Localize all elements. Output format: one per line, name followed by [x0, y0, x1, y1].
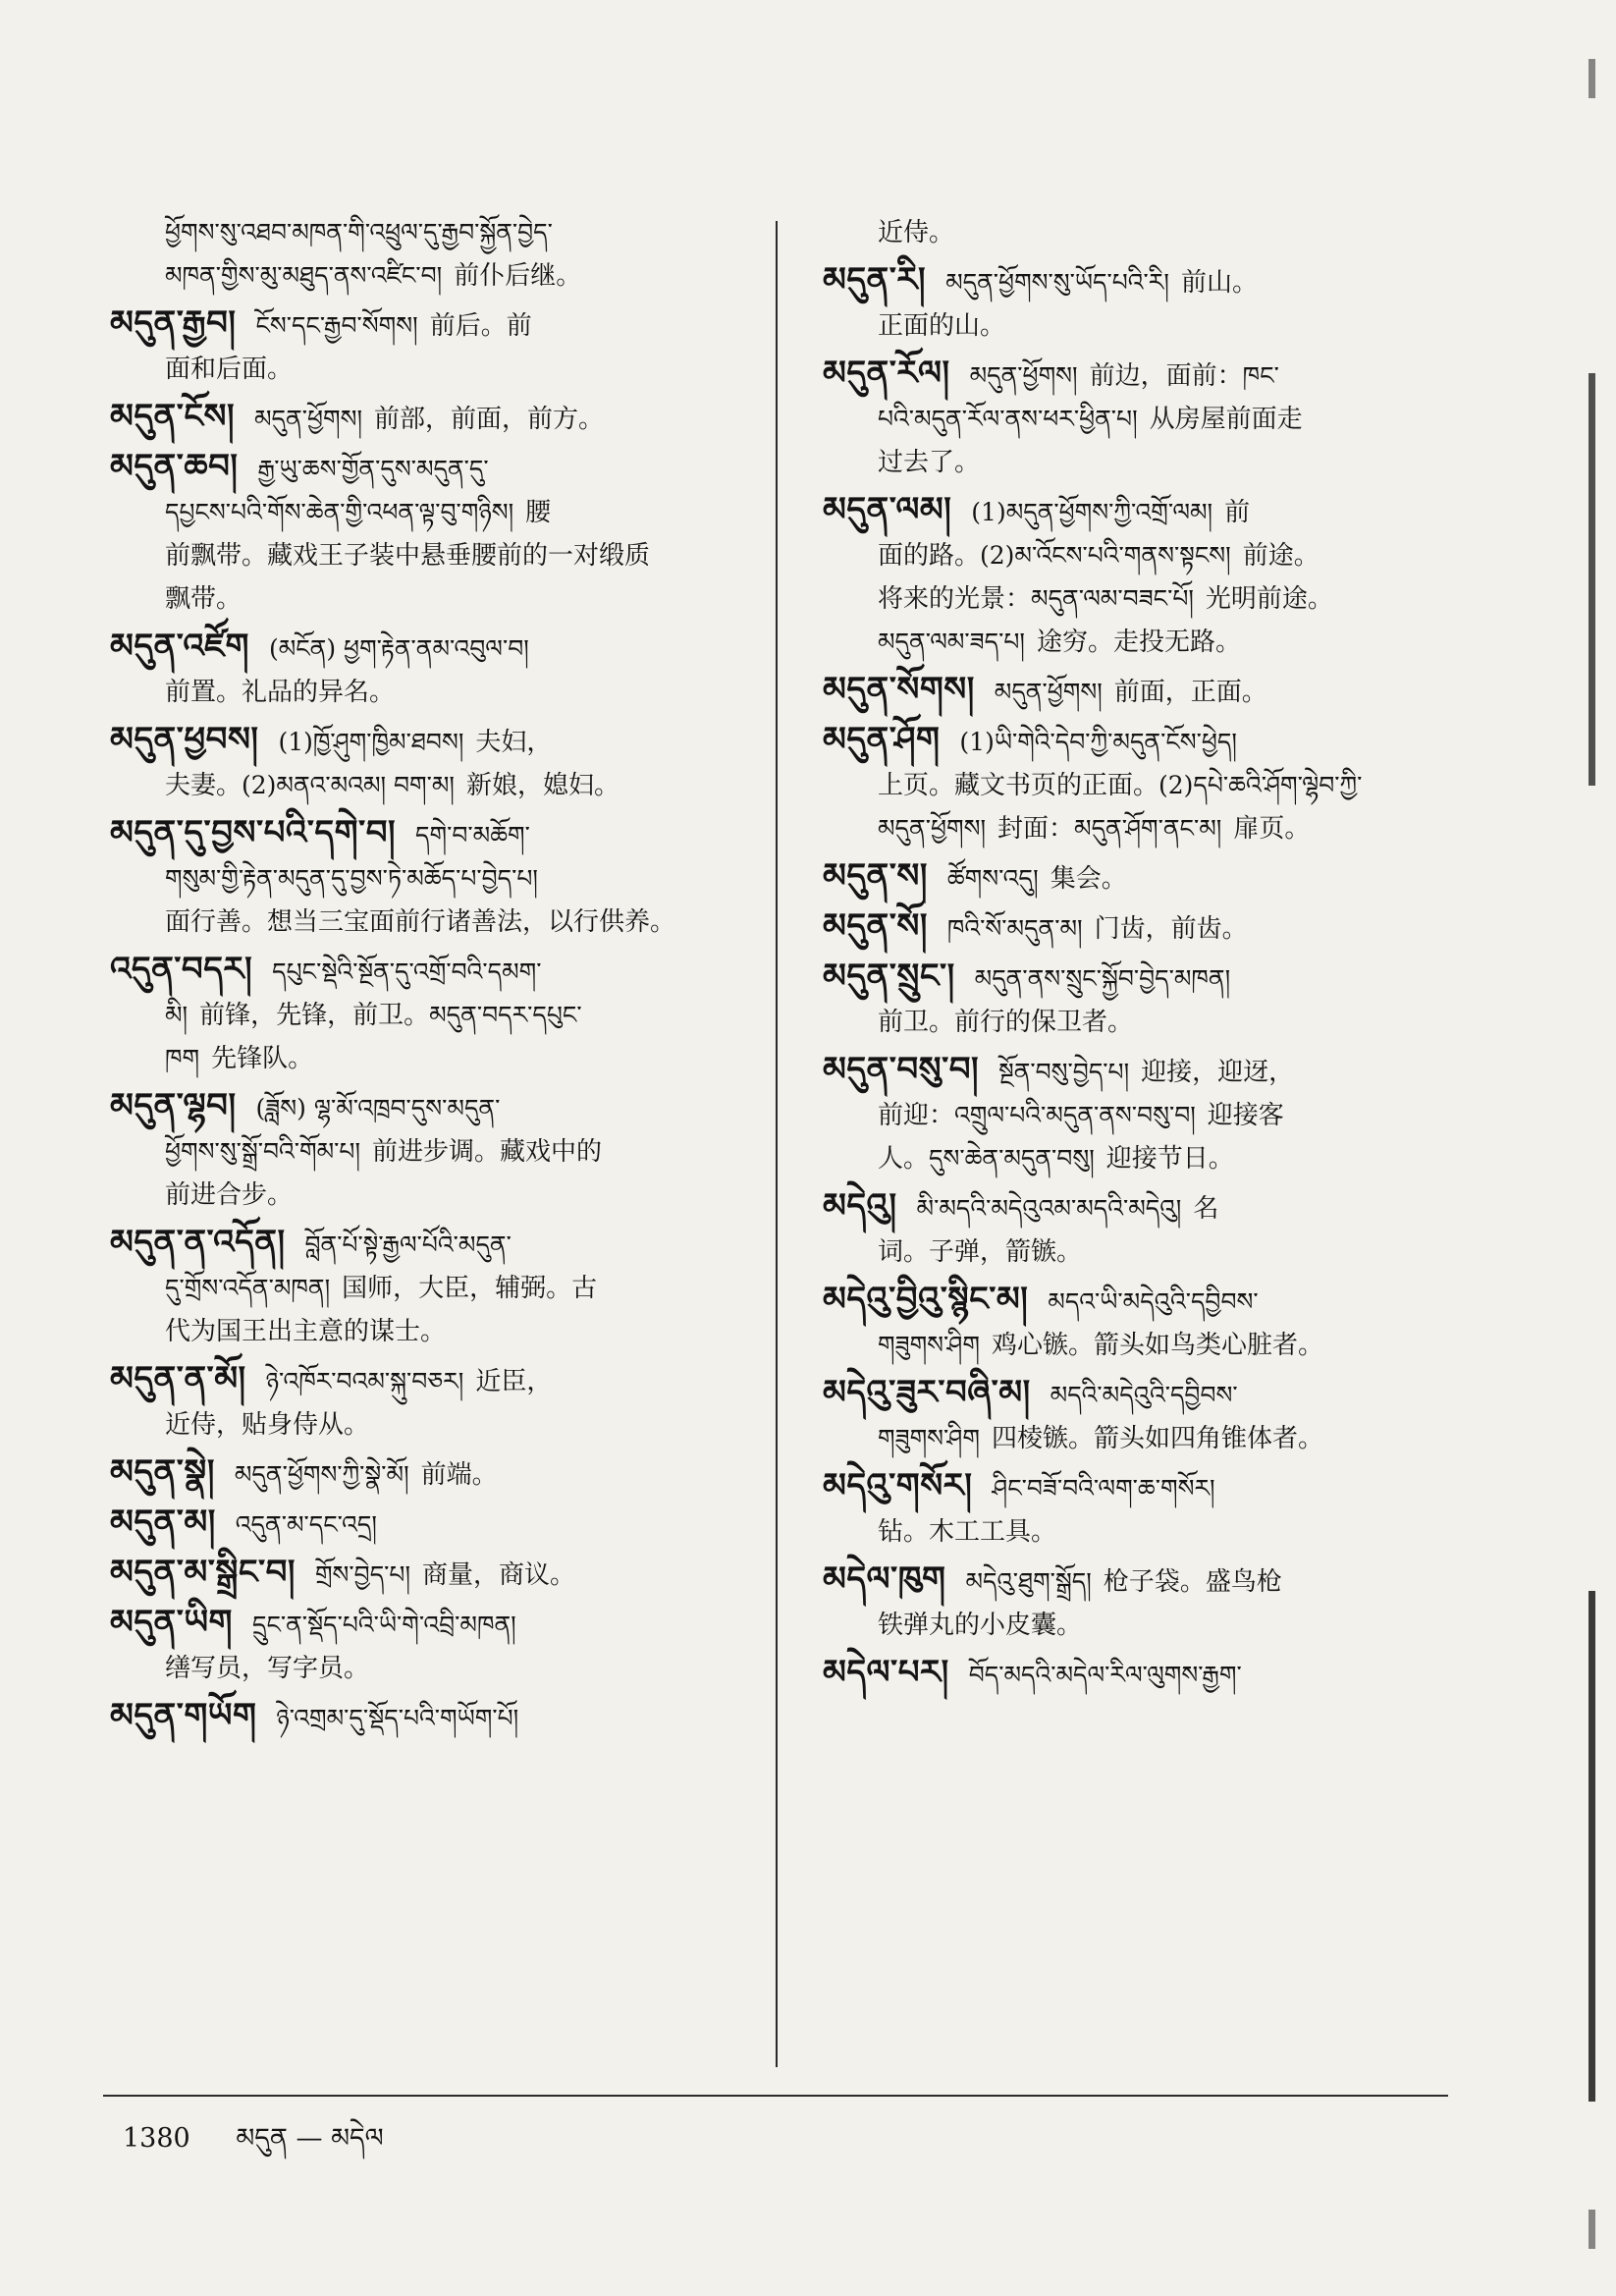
entry-line	[823, 1558, 1461, 1604]
dictionary-entry	[110, 1084, 787, 1217]
chinese-gloss: 前面，正面。	[1113, 678, 1267, 707]
tibetan-definition: མདུན་ཤོག་ནང་མ།	[1074, 814, 1222, 843]
dictionary-entry	[110, 1501, 787, 1547]
entry-line	[110, 1450, 787, 1497]
chinese-gloss: 途穷。走投无路。	[1036, 628, 1241, 657]
entry-line	[110, 301, 787, 348]
chinese-gloss: 将来的光景：	[878, 584, 1032, 614]
chinese-gloss: 人。	[878, 1144, 930, 1174]
entry-line	[823, 764, 1461, 807]
tibetan-definition: མདུན་ཕྱོགས།	[969, 361, 1078, 390]
tibetan-definition: (1)ཁྱོ་ཤུག་ཁྱིམ་ཐབས།	[278, 728, 464, 756]
chinese-gloss: 钻。木工工具。	[878, 1517, 1057, 1547]
tibetan-definition: མདུན་ལམ་ཟད་པ།	[878, 628, 1025, 656]
dictionary-entry	[823, 1184, 1461, 1274]
chinese-gloss: 前飘带。藏戏王子装中悬垂腰前的一对缎质	[165, 541, 651, 571]
chinese-gloss: 前置。礼品的异名。	[165, 678, 396, 707]
chinese-gloss: 前途。	[1242, 541, 1320, 571]
chinese-gloss: 词。子弹，箭镞。	[878, 1237, 1083, 1267]
tibetan-definition: གྲོས་བྱེད་པ།	[314, 1560, 410, 1589]
headword: མདུན་ངོས།	[110, 397, 235, 436]
entry-line	[823, 1230, 1461, 1274]
page-range: མདུན — མདེལ	[236, 2123, 384, 2154]
entry-line	[823, 904, 1461, 951]
chinese-gloss: 迎接，迎迓，	[1141, 1058, 1295, 1087]
edge-mark	[1589, 1591, 1595, 2102]
entry-line	[823, 1464, 1461, 1510]
tibetan-definition: ཤིང་བཟོ་བའི་ལག་ཆ་གསོར།	[992, 1474, 1215, 1503]
right-column	[823, 211, 1461, 1701]
entry-line	[110, 625, 787, 671]
dictionary-entry	[823, 211, 1461, 254]
chinese-gloss: 鸡心镞。箭头如鸟类心脏者。	[991, 1331, 1323, 1360]
entry-line	[110, 491, 787, 534]
entry-line	[110, 718, 787, 764]
headword: མདུན་དུ་བྱས་པའི་དགེ་བ།	[110, 813, 397, 852]
chinese-gloss: 前锋，先锋，前卫。	[199, 1001, 430, 1030]
chinese-gloss: 前边，面前：	[1089, 361, 1243, 391]
tibetan-definition: གསུམ་གྱི་རྟེན་མདུན་དུ་བྱས་ཏེ་མཆོད་པ་བྱེད་པ།	[165, 864, 538, 893]
tibetan-definition: ངོས་དང་རྒྱབ་སོགས།	[255, 311, 418, 340]
chinese-gloss: 腰	[525, 498, 552, 527]
tibetan-definition: གཟུགས་ཤིག	[878, 1331, 980, 1359]
headword: མདུན་ལྷབ།	[110, 1086, 237, 1125]
chinese-gloss: 前	[1224, 498, 1251, 527]
chinese-gloss: 正面的山。	[878, 311, 1006, 341]
chinese-gloss: 名	[1193, 1194, 1219, 1224]
chinese-gloss: 过去了。	[878, 448, 981, 477]
entry-line	[823, 621, 1461, 664]
entry-line	[110, 1501, 787, 1547]
tibetan-definition: མདུན་ཕྱོགས་ཀྱི་སྣེ་མོ།	[234, 1460, 409, 1489]
tibetan-definition: པའི་མདུན་རོལ་ནས་ཕར་ཕྱིན་པ།	[878, 405, 1138, 433]
entry-line	[110, 445, 787, 491]
tibetan-definition: ཁང་	[1242, 361, 1279, 390]
entry-line	[823, 1184, 1461, 1230]
entry-line	[110, 1037, 787, 1080]
dictionary-entry	[823, 718, 1461, 850]
dictionary-entry	[823, 488, 1461, 664]
chinese-gloss: 商量，商议。	[422, 1560, 576, 1590]
entry-line	[110, 395, 787, 441]
chinese-gloss: 集会。	[1050, 864, 1127, 894]
entry-line	[823, 1417, 1461, 1460]
entry-line	[110, 1357, 787, 1403]
binding-edge	[1589, 0, 1596, 2296]
tibetan-definition: (1)ཡི་གེའི་དེབ་ཀྱི་མདུན་ངོས་ཕྱེད།	[959, 728, 1237, 756]
chinese-gloss: 光明前途。	[1205, 584, 1333, 614]
entry-line	[110, 994, 787, 1037]
entry-line	[110, 948, 787, 994]
entry-line	[823, 534, 1461, 577]
dictionary-entry	[110, 948, 787, 1080]
dictionary-entry	[823, 1278, 1461, 1367]
tibetan-definition: ཉེ་འཁོར་བའམ་སྐུ་བཅར།	[265, 1367, 464, 1395]
tibetan-definition: དཔུང་སྡེའི་སྔོན་དུ་འགྲོ་བའི་དམག་	[272, 957, 542, 986]
footer-rule	[103, 2095, 1448, 2097]
entry-line	[110, 671, 787, 714]
entry-line	[823, 1137, 1461, 1180]
dictionary-entry	[110, 445, 787, 621]
chinese-gloss: 从房屋前面走	[1149, 405, 1303, 434]
chinese-gloss: 铁弹丸的小皮囊。	[878, 1611, 1083, 1640]
dictionary-entry	[823, 1371, 1461, 1460]
entry-line	[823, 718, 1461, 764]
left-column	[110, 211, 787, 1744]
entry-line	[110, 1601, 787, 1647]
entry-line	[823, 807, 1461, 850]
tibetan-definition: མདའི་མདེའུའི་དབྱིབས་	[1050, 1381, 1238, 1409]
entry-line	[110, 1403, 787, 1447]
dictionary-entry	[823, 258, 1461, 348]
tibetan-definition: མདུན་ཕྱོགས།	[254, 405, 363, 433]
entry-line	[823, 1371, 1461, 1417]
headword: མདུན་རོལ།	[823, 354, 950, 393]
entry-line	[823, 577, 1461, 621]
tibetan-definition: མདུན་ཕྱོགས།	[878, 814, 987, 843]
headword: མདུན་སོ།	[823, 906, 928, 946]
entry-line	[110, 1221, 787, 1267]
headword: མདེལ་པར།	[823, 1653, 949, 1692]
headword: མདུན་ཤོག	[823, 720, 941, 759]
entry-line	[823, 1001, 1461, 1044]
chinese-gloss: 封面：	[997, 814, 1075, 844]
dictionary-entry	[823, 904, 1461, 951]
chinese-gloss: 前仆后继。	[454, 261, 582, 291]
headword: མདུན་མ།	[110, 1503, 216, 1542]
chinese-gloss: 面行善。想当三宝面前行诸善法，以行供养。	[165, 907, 676, 937]
chinese-gloss: 夫妻。	[165, 771, 242, 800]
headword: མདུན་འཛོག	[110, 627, 249, 666]
tibetan-definition: མདུན་ནས་སྲུང་སྐྱོབ་བྱེད་མཁན།	[974, 964, 1231, 993]
dictionary-entry	[110, 625, 787, 714]
headword: མདུན་བསུ་བ།	[823, 1050, 980, 1089]
tibetan-definition: འདུན་མ་དང་འདྲ།	[235, 1510, 377, 1539]
tibetan-definition: (2)དཔེ་ཆའི་ཤོག་ལྷེབ་ཀྱི་	[1158, 771, 1363, 799]
headword: མདེལ་ཁུག	[823, 1559, 946, 1599]
tibetan-definition: སྔོན་བསུ་བྱེད་པ།	[998, 1058, 1130, 1086]
tibetan-definition: ཉེ་འགྲམ་དུ་སྡོད་པའི་གཡོག་པོ།	[276, 1704, 519, 1732]
chinese-gloss: 上页。藏文书页的正面。	[878, 771, 1159, 800]
entry-line	[823, 1324, 1461, 1367]
entry-line	[110, 577, 787, 621]
entry-line	[110, 211, 787, 254]
tibetan-definition: འགྲུལ་པའི་མདུན་ནས་བསུ་བ།	[954, 1101, 1196, 1129]
entry-line	[823, 854, 1461, 901]
tibetan-definition: བློན་པོ་སྟེ་རྒྱལ་པོའི་མདུན་	[304, 1230, 512, 1259]
tibetan-definition: མདེའུ་ཐུག་སྒྲོད།	[965, 1567, 1092, 1596]
headword: མདུན་ས།	[823, 856, 928, 896]
dictionary-entry	[110, 1694, 787, 1740]
chinese-gloss: 迎接节日。	[1105, 1144, 1234, 1174]
tibetan-definition: ཚོགས་འདུ།	[946, 864, 1039, 893]
edge-mark	[1589, 2210, 1595, 2249]
entry-line	[110, 1130, 787, 1174]
tibetan-definition: (2)མ་འོངས་པའི་གནས་སྟངས།	[980, 541, 1231, 570]
entry-line	[823, 398, 1461, 441]
chinese-gloss: 飘带。	[165, 584, 242, 614]
dictionary-entry	[110, 211, 787, 298]
tibetan-definition: མདའ་ཡི་མདེའུའི་དབྱིབས་	[1048, 1287, 1259, 1316]
tibetan-definition: དྲུང་ན་སྡོད་པའི་ཡི་གེ་འབྲི་མཁན།	[251, 1611, 516, 1639]
chinese-gloss: 先锋队。	[211, 1044, 314, 1073]
chinese-gloss: 代为国王出主意的谋士。	[165, 1317, 447, 1346]
tibetan-definition: རྒྱ་ཡུ་ཆས་གྱོན་དུས་མདུན་དུ་	[257, 455, 489, 483]
tibetan-definition: (མངོན) ཕྱག་རྟེན་ནམ་འབུལ་བ།	[268, 634, 529, 663]
chinese-gloss: 近臣，	[475, 1367, 553, 1396]
entry-line	[823, 352, 1461, 398]
headword: མདུན་ན་འདོན།	[110, 1223, 286, 1262]
headword: མདུན་སོགས།	[823, 670, 975, 709]
tibetan-definition: མི་མདའི་མདེའུའམ་མདའི་མདེའུ།	[916, 1194, 1182, 1223]
chinese-gloss: 前部，前面，前方。	[374, 405, 605, 434]
chinese-gloss: 国师，大臣，辅弼。古	[342, 1274, 598, 1303]
entry-line	[110, 1551, 787, 1597]
dictionary-entry	[110, 718, 787, 807]
tibetan-definition: མི།	[165, 1001, 189, 1029]
page-number: 1380	[123, 2123, 190, 2154]
headword: མདུན་ན་མོ།	[110, 1359, 246, 1398]
entry-line	[823, 1604, 1461, 1647]
headword: མདུན་ལམ།	[823, 490, 952, 529]
tibetan-definition: ཁའི་སོ་མདུན་མ།	[946, 914, 1083, 943]
entry-line	[110, 348, 787, 391]
chinese-gloss: 新娘，媳妇。	[465, 771, 619, 800]
headword: མདེའུ་ཟུར་བཞི་མ།	[823, 1373, 1031, 1412]
tibetan-definition: ཕྱོགས་སུ་སྒྲོ་བའི་གོམ་པ།	[165, 1137, 361, 1166]
chinese-gloss: 扉页。	[1233, 814, 1311, 844]
tibetan-definition: མཁན་གྱིས་མུ་མཐུད་ནས་འཛིང་བ།	[165, 261, 443, 290]
chinese-gloss: 前迎：	[878, 1101, 955, 1130]
dictionary-entry	[110, 1221, 787, 1353]
entry-line	[823, 1094, 1461, 1137]
headword: མདུན་གཡོག	[110, 1696, 257, 1735]
tibetan-definition: (2)མནའ་མའམ། བག་མ།	[242, 771, 455, 799]
column-divider	[776, 221, 778, 2067]
headword: མདུན་མ་སྒྲིང་བ།	[110, 1553, 296, 1592]
chinese-gloss: 面和后面。	[165, 355, 294, 384]
entry-line	[823, 258, 1461, 304]
dictionary-entry	[823, 854, 1461, 901]
headword: མདུན་ཡིག	[110, 1603, 233, 1642]
chinese-gloss: 前进合步。	[165, 1180, 294, 1210]
tibetan-definition: མདུན་ལམ་བཟང་པོ།	[1031, 584, 1194, 613]
entry-line	[823, 1510, 1461, 1554]
tibetan-definition: མདུན་ཕྱོགས་སུ་ཡོད་པའི་རི།	[945, 268, 1169, 297]
entry-line	[110, 1310, 787, 1353]
tibetan-definition: དུ་གྲོས་འདོན་མཁན།	[165, 1274, 331, 1302]
chinese-gloss: 近侍。	[878, 218, 955, 247]
tibetan-definition: དཔྱངས་པའི་གོས་ཆེན་གྱི་འཕན་ལྟ་བུ་གཉིས།	[165, 498, 514, 526]
tibetan-definition: (ཟློས) ལྷ་མོ་འཁྲབ་དུས་མདུན་	[255, 1094, 501, 1122]
dictionary-entry	[110, 1601, 787, 1690]
dictionary-entry	[110, 811, 787, 944]
dictionary-entry	[823, 668, 1461, 714]
tibetan-definition: ཁག	[165, 1044, 200, 1072]
dictionary-entry	[823, 1464, 1461, 1554]
headword: མདུན་སྣེ།	[110, 1452, 215, 1492]
entry-line	[823, 1278, 1461, 1324]
edge-mark	[1589, 373, 1595, 786]
page-footer	[123, 2108, 384, 2183]
headword: མདེའུ་གསོར།	[823, 1466, 973, 1505]
chinese-gloss: 四棱镞。箭头如四角锥体者。	[991, 1424, 1323, 1453]
tibetan-definition: བོད་མདའི་མདེལ་རིལ་ལུགས་རྒྱག་	[968, 1661, 1242, 1689]
entry-line	[110, 811, 787, 857]
dictionary-entry	[110, 395, 787, 441]
entry-line	[823, 304, 1461, 348]
headword: མདེའུ།	[823, 1186, 897, 1226]
entry-line	[110, 1084, 787, 1130]
headword: མདུན་ཆབ།	[110, 447, 239, 486]
dictionary-entry	[823, 1558, 1461, 1647]
chinese-gloss: 前进步调。藏戏中的	[372, 1137, 603, 1167]
dictionary-entry	[110, 1450, 787, 1497]
dictionary-entry	[823, 1651, 1461, 1697]
entry-line	[110, 764, 787, 807]
chinese-gloss: 迎接客	[1207, 1101, 1284, 1130]
dictionary-entry	[823, 352, 1461, 484]
dictionary-entry	[823, 955, 1461, 1044]
headword: མདུན་སྲུང་།	[823, 957, 955, 996]
entry-line	[823, 1048, 1461, 1094]
entry-line	[110, 254, 787, 298]
entry-line	[823, 488, 1461, 534]
entry-line	[823, 955, 1461, 1001]
tibetan-definition: ཕྱོགས་སུ་འཐབ་མཁན་གི་འཕྲུལ་དུ་རྒྱབ་སྐྱོན་བྱེད་	[165, 218, 553, 246]
entry-line	[110, 1174, 787, 1217]
entry-line	[823, 1651, 1461, 1697]
entry-line	[110, 1694, 787, 1740]
chinese-gloss: 前卫。前行的保卫者。	[878, 1008, 1134, 1037]
entry-line	[110, 534, 787, 577]
chinese-gloss: 前后。前	[429, 311, 532, 341]
dictionary-entry	[110, 301, 787, 391]
entry-line	[110, 1267, 787, 1310]
dictionary-entry	[110, 1357, 787, 1447]
dictionary-entry	[110, 1551, 787, 1597]
tibetan-definition: དུས་ཆེན་མདུན་བསུ།	[929, 1144, 1095, 1173]
chinese-gloss: 前端。	[420, 1460, 498, 1490]
headword: མདུན་ཕྱབས།	[110, 720, 259, 759]
entry-line	[823, 668, 1461, 714]
entry-line	[110, 1647, 787, 1690]
entry-line	[823, 441, 1461, 484]
chinese-gloss: 枪子袋。盛鸟枪	[1103, 1567, 1282, 1597]
tibetan-definition: མདུན་བདར་དཔུང་	[429, 1001, 582, 1029]
chinese-gloss: 缮写员，写字员。	[165, 1654, 370, 1683]
entry-line	[823, 211, 1461, 254]
edge-mark	[1589, 59, 1595, 98]
tibetan-definition: དགེ་བ་མཆོག་	[415, 821, 530, 849]
tibetan-definition: (1)མདུན་ཕྱོགས་ཀྱི་འགྲོ་ལམ།	[971, 498, 1213, 526]
chinese-gloss: 面的路。	[878, 541, 981, 571]
headword: འདུན་བདར།	[110, 950, 253, 989]
entry-line	[110, 901, 787, 944]
entry-line	[110, 857, 787, 901]
headword: མདེའུ་བྱིའུ་སྙིང་མ།	[823, 1280, 1029, 1319]
headword: མདུན་རྒྱབ།	[110, 303, 237, 343]
tibetan-definition: གཟུགས་ཤིག	[878, 1424, 980, 1452]
chinese-gloss: 门齿，前齿。	[1094, 914, 1248, 944]
chinese-gloss: 近侍，贴身侍从。	[165, 1410, 370, 1440]
dictionary-entry	[823, 1048, 1461, 1180]
chinese-gloss: 夫妇，	[475, 728, 553, 757]
chinese-gloss: 前山。	[1180, 268, 1258, 298]
headword: མདུན་རི།	[823, 260, 927, 300]
tibetan-definition: མདུན་ཕྱོགས།	[994, 678, 1103, 706]
